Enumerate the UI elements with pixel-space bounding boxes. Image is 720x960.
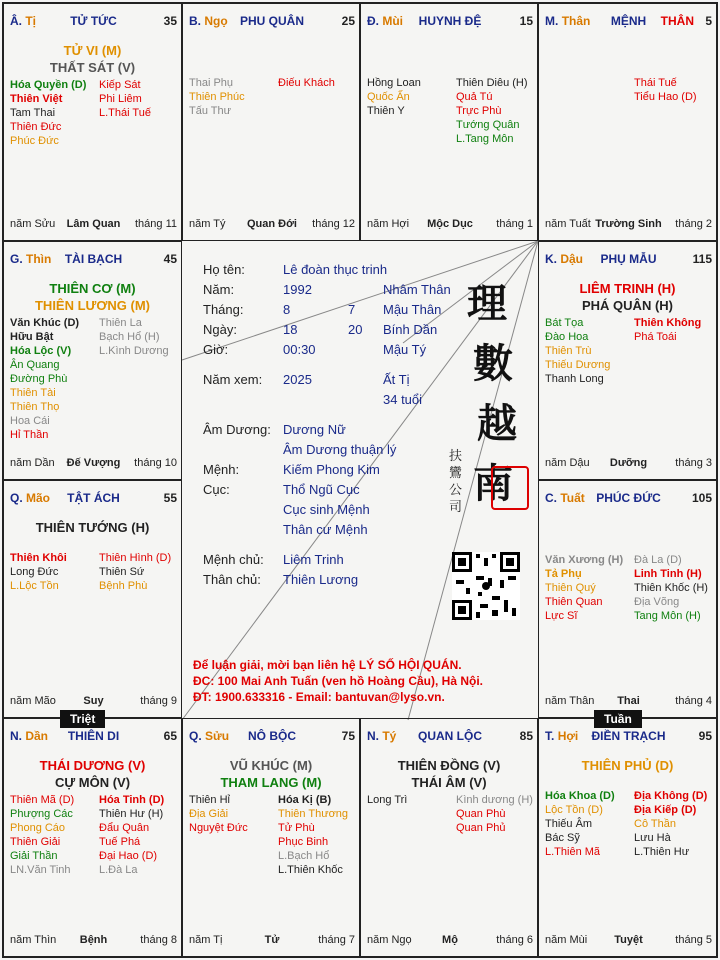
star-item: Cô Thần xyxy=(634,818,676,830)
star-item: Phá Toái xyxy=(634,331,677,343)
palace-header xyxy=(189,729,355,745)
palace-number: 75 xyxy=(341,729,355,743)
star-item: Thai Phụ xyxy=(189,77,234,89)
star-item: Đà La (D) xyxy=(634,554,682,566)
star-item: L.Tang Môn xyxy=(456,133,514,145)
star-item: Thiên La xyxy=(99,317,142,329)
footer-month: tháng 5 xyxy=(675,934,712,946)
seal-stamp xyxy=(491,466,529,510)
star-item: Địa Võng xyxy=(634,596,680,608)
palace-branch: B. Ngọ xyxy=(189,14,228,28)
star-item: Nguyệt Đức xyxy=(189,822,248,834)
than-marker: THÂN xyxy=(660,14,694,28)
star-item: Hoa Cái xyxy=(10,415,50,427)
contact-line-2: ĐC: 100 Mai Anh Tuấn (ven hồ Hoàng Cầu), Hà Nội. xyxy=(193,674,484,688)
main-star: THÁI ÂM (V) xyxy=(411,775,487,790)
star-item: LN.Văn Tinh xyxy=(10,864,71,876)
minor-stars xyxy=(10,316,177,451)
star-item: Hữu Bật xyxy=(10,331,54,343)
main-star: THIÊN CƠ (M) xyxy=(49,281,136,296)
palace-branch: Q. Mão xyxy=(10,491,51,505)
main-star: THIÊN PHỦ (D) xyxy=(581,758,674,773)
minor-stars xyxy=(10,793,177,928)
palace-name: MỆNH xyxy=(610,14,647,28)
palace-tuat xyxy=(538,480,717,718)
stars-left-column xyxy=(545,789,615,859)
star-item: Kiếp Sát xyxy=(99,79,141,91)
palace-number: 65 xyxy=(163,729,177,743)
palace-footer xyxy=(10,457,177,471)
star-item: Phi Liêm xyxy=(99,93,142,105)
triet-tag: Triệt xyxy=(60,710,105,728)
palace-number: 25 xyxy=(341,14,355,28)
star-item: Thái Tuế xyxy=(634,77,677,89)
minor-stars xyxy=(367,76,533,212)
palace-footer xyxy=(367,934,533,948)
star-item: Bát Tọa xyxy=(545,317,584,329)
menh-chu-row: Mệnh chủ: Liêm Trinh xyxy=(203,552,344,567)
month-row: Tháng: 8 7 Mậu Thân xyxy=(203,302,442,317)
tuan-tag: Tuần xyxy=(594,710,642,728)
palace-dau xyxy=(538,241,717,480)
main-star: THIÊN ĐỒNG (V) xyxy=(397,758,501,773)
day-solar: 18 xyxy=(283,322,298,337)
star-item: Hồng Loan xyxy=(367,77,421,89)
minor-stars xyxy=(545,553,712,689)
star-item: Tam Thai xyxy=(10,107,56,119)
main-star: THAM LANG (M) xyxy=(220,775,322,790)
name-value: Lê đoàn thục trinh xyxy=(283,262,388,277)
star-item: Thiên Khôi xyxy=(10,552,67,564)
palace-name: NÔ BỘC xyxy=(248,729,296,743)
star-item: L.Thiên Khốc xyxy=(278,864,343,876)
palace-branch: N. Dần xyxy=(10,729,49,743)
footer-stage: Suy xyxy=(83,695,104,707)
palace-mao xyxy=(3,480,182,718)
seal-char-1: 理 xyxy=(467,280,507,327)
hour-row: Giờ: 00:30 Mậu Tý xyxy=(203,342,427,357)
stars-right-column xyxy=(634,76,697,104)
footer-year: năm Mão xyxy=(10,695,56,707)
palace-number: 5 xyxy=(705,14,712,28)
stars-right-column xyxy=(456,793,533,835)
palace-header xyxy=(367,14,533,30)
year-row: Năm: 1992 Nhâm Thân xyxy=(203,282,451,297)
palace-ngo xyxy=(182,3,360,241)
month-can: Mậu Thân xyxy=(383,302,442,317)
palace-header xyxy=(10,252,177,268)
star-item: Tấu Thư xyxy=(189,105,232,117)
footer-stage: Thai xyxy=(617,695,640,707)
footer-month: tháng 12 xyxy=(312,218,355,230)
star-item: Kình dương (H) xyxy=(456,794,533,806)
stars-right-column xyxy=(634,789,707,859)
minor-stars xyxy=(10,551,177,689)
age-row xyxy=(203,392,503,408)
star-item: Giải Thần xyxy=(10,850,58,862)
palace-footer xyxy=(189,218,355,232)
seal-char-2: 數 xyxy=(473,340,513,387)
star-item: L.Thiên Hư xyxy=(634,846,690,858)
month-lunar: 7 xyxy=(348,302,356,317)
star-item: Phục Binh xyxy=(278,836,329,848)
star-item: L.Thiên Mã xyxy=(545,846,601,858)
year-value: 1992 xyxy=(283,282,312,297)
star-item: Phúc Đức xyxy=(10,135,59,147)
star-item: Hóa Lộc (V) xyxy=(10,345,72,357)
than-chu-row: Thân chủ: Thiên Lương xyxy=(203,572,359,587)
stars-left-column xyxy=(545,316,610,386)
stars-right-column xyxy=(278,793,348,877)
palace-name: ĐIỀN TRẠCH xyxy=(591,729,666,743)
palace-ty2 xyxy=(360,718,538,957)
palace-footer xyxy=(10,695,177,709)
view-year-can: Ất Tị xyxy=(383,372,410,387)
palace-branch: K. Dậu xyxy=(545,252,584,266)
qr-code-icon xyxy=(452,552,520,620)
menh-chu-value: Liêm Trinh xyxy=(283,552,344,567)
palace-footer xyxy=(545,457,712,471)
star-item: Đại Hao (D) xyxy=(99,850,158,862)
palace-footer xyxy=(10,934,177,948)
stars-left-column xyxy=(10,551,67,593)
day-can: Bính Dần xyxy=(383,322,438,337)
year-can: Nhâm Thân xyxy=(383,282,451,297)
star-item: Thiên Hỉ xyxy=(189,794,230,806)
main-star: THẤT SÁT (V) xyxy=(49,60,136,75)
palace-number: 85 xyxy=(519,729,533,743)
footer-month: tháng 10 xyxy=(134,457,177,469)
palace-header xyxy=(10,491,177,507)
month-solar: 8 xyxy=(283,302,291,317)
star-item: L.Kình Dương xyxy=(99,345,169,357)
star-item: Thiên Hình (D) xyxy=(99,552,172,564)
star-item: Đẩu Quân xyxy=(99,822,150,834)
palace-branch: Đ. Mùi xyxy=(367,14,404,28)
minor-stars xyxy=(545,316,712,451)
palace-header xyxy=(189,14,355,30)
star-item: Đào Hoa xyxy=(545,331,589,343)
footer-year: năm Tị xyxy=(189,934,223,946)
palace-than xyxy=(538,3,717,241)
palace-header xyxy=(545,14,712,30)
stars-left-column xyxy=(189,76,245,118)
seal-char-4: 南 xyxy=(473,460,513,507)
stars-right-column xyxy=(99,316,169,358)
footer-stage: Đế Vượng xyxy=(66,457,121,469)
palace-footer xyxy=(545,218,712,232)
star-item: Địa Không (D) xyxy=(634,790,708,802)
minor-stars xyxy=(545,76,712,212)
star-item: Linh Tinh (H) xyxy=(634,568,702,580)
main-star: THÁI DƯƠNG (V) xyxy=(39,758,146,773)
star-item: Ân Quang xyxy=(10,359,60,371)
footer-stage: Mộ xyxy=(442,934,458,946)
star-item: Thiên Khốc (H) xyxy=(634,582,708,594)
palace-number: 35 xyxy=(163,14,177,28)
menh-value: Kiếm Phong Kim xyxy=(283,462,380,477)
star-item: Quả Tú xyxy=(456,91,493,103)
palace-name: TÀI BẠCH xyxy=(64,252,123,266)
palace-hoi xyxy=(538,718,717,957)
star-item: Phong Cáo xyxy=(10,822,66,834)
stars-right-column xyxy=(99,78,151,120)
star-item: Quan Phù xyxy=(456,808,506,820)
palace-header xyxy=(545,729,712,745)
view-year-value: 2025 xyxy=(283,372,312,387)
minor-stars xyxy=(545,789,712,928)
palace-header xyxy=(367,729,533,745)
star-item: Long Đức xyxy=(10,566,59,578)
star-item: Thiên Mã (D) xyxy=(10,794,75,806)
footer-stage: Tuyệt xyxy=(614,934,643,946)
palace-name: PHỤ MẪU xyxy=(600,252,657,266)
star-item: Bệnh Phù xyxy=(99,580,148,592)
palace-branch: N. Tý xyxy=(367,729,397,743)
palace-number: 105 xyxy=(691,491,712,505)
footer-year: năm Sửu xyxy=(10,218,56,230)
palace-thin xyxy=(3,241,182,480)
star-item: Điếu Khách xyxy=(278,77,335,89)
footer-year: năm Tý xyxy=(189,218,226,230)
main-star: THIÊN TƯỚNG (H) xyxy=(35,520,150,535)
star-item: Hóa Tinh (D) xyxy=(99,794,165,806)
star-item: Tang Môn (H) xyxy=(634,610,701,622)
star-item: Tử Phù xyxy=(278,822,315,834)
stars-right-column xyxy=(634,553,708,623)
star-item: L.Bạch Hổ xyxy=(278,850,330,862)
palace-name: QUAN LỘC xyxy=(418,729,482,743)
main-star: THIÊN LƯƠNG (M) xyxy=(34,298,151,313)
footer-month: tháng 6 xyxy=(496,934,533,946)
palace-name: HUYNH ĐỆ xyxy=(418,14,482,28)
palace-footer xyxy=(10,218,177,232)
star-item: Tướng Quân xyxy=(456,119,520,131)
main-star: TỬ VI (M) xyxy=(63,43,122,58)
amduong-value: Dương Nữ xyxy=(283,422,346,437)
stars-right-column xyxy=(634,316,701,344)
star-item: Thiên Phúc xyxy=(189,91,245,103)
contact-line-3: ĐT: 1900.633316 - Email: bantuvan@lyso.vn. xyxy=(193,690,445,704)
palace-footer xyxy=(545,695,712,709)
stars-right-column xyxy=(456,76,528,146)
palace-footer xyxy=(367,218,533,232)
footer-year: năm Tuất xyxy=(545,218,591,230)
menh-row: Mệnh: Kiếm Phong Kim xyxy=(203,462,380,477)
star-item: Thiên Đức xyxy=(10,121,62,133)
palace-dan xyxy=(3,718,182,957)
minor-stars xyxy=(367,793,533,928)
palace-footer xyxy=(189,934,355,948)
amduong-row: Âm Dương: Dương Nữ Âm Dương thuận lý xyxy=(203,422,397,457)
star-item: Lưu Hà xyxy=(634,832,671,844)
star-item: Thiên Tài xyxy=(10,387,56,399)
star-item: Hóa Khoa (D) xyxy=(545,790,615,802)
main-star: VŨ KHÚC (M) xyxy=(229,758,313,773)
star-item: Lộc Tồn (D) xyxy=(545,804,603,816)
footer-stage: Lâm Quan xyxy=(66,218,121,230)
footer-month: tháng 4 xyxy=(675,695,712,707)
footer-year: năm Mùi xyxy=(545,934,588,946)
footer-stage: Bệnh xyxy=(79,934,108,946)
palace-name: TẬT ÁCH xyxy=(67,491,120,505)
star-item: Phượng Các xyxy=(10,808,73,820)
seal-small-text: 扶鸞公司 xyxy=(449,449,463,515)
star-item: Thiếu Âm xyxy=(545,818,593,830)
footer-month: tháng 8 xyxy=(140,934,177,946)
star-item: Địa Kiếp (D) xyxy=(634,804,697,816)
footer-stage: Trường Sinh xyxy=(595,218,662,230)
palace-number: 55 xyxy=(163,491,177,505)
age-value: 34 tuổi xyxy=(383,392,423,407)
name-row: Họ tên: Lê đoàn thục trinh xyxy=(203,262,388,277)
star-item: L.Thái Tuế xyxy=(99,107,151,119)
minor-stars xyxy=(189,76,355,212)
star-item: Thiên Quý xyxy=(545,582,596,594)
star-item: Thiên Giải xyxy=(10,836,61,848)
footer-year: năm Thìn xyxy=(10,934,57,946)
star-item: L.Đà La xyxy=(99,864,138,876)
palace-number: 15 xyxy=(519,14,533,28)
footer-year: năm Dần xyxy=(10,457,55,469)
stars-right-column xyxy=(99,551,171,593)
star-item: Tả Phụ xyxy=(545,568,582,580)
footer-year: năm Ngọ xyxy=(367,934,412,946)
palace-number: 95 xyxy=(698,729,712,743)
footer-year: năm Dậu xyxy=(545,457,590,469)
stars-left-column xyxy=(189,793,248,835)
star-item: Văn Xương (H) xyxy=(545,554,624,566)
star-item: L.Lộc Tồn xyxy=(10,580,59,592)
star-item: Thiên Trù xyxy=(545,345,592,357)
minor-stars xyxy=(10,78,177,212)
than-chu-value: Thiên Lương xyxy=(283,572,359,587)
footer-month: tháng 3 xyxy=(675,457,712,469)
stars-left-column xyxy=(367,793,407,807)
palace-header xyxy=(545,252,712,268)
day-lunar: 20 xyxy=(348,322,363,337)
palace-branch: G. Thìn xyxy=(10,252,52,266)
footer-year: năm Thân xyxy=(545,695,595,707)
stars-left-column xyxy=(10,78,86,148)
star-item: Quốc Ấn xyxy=(367,91,410,103)
stars-right-column xyxy=(99,793,164,877)
footer-stage: Tử xyxy=(264,934,280,946)
star-item: Thiên Quan xyxy=(545,596,603,608)
minor-stars xyxy=(189,793,355,928)
star-item: Tiểu Hao (D) xyxy=(634,91,697,103)
star-item: Thiếu Dương xyxy=(545,359,611,371)
palace-ty xyxy=(3,3,182,241)
amduong-relation: Âm Dương thuận lý xyxy=(283,442,397,457)
stars-left-column xyxy=(10,316,79,442)
cuc-value: Thổ Ngũ Cục xyxy=(283,482,360,497)
star-item: Hỉ Thần xyxy=(10,429,49,441)
footer-stage: Quan Đới xyxy=(247,218,297,230)
palace-name: PHÚC ĐỨC xyxy=(596,491,661,505)
main-star: CỰ MÔN (V) xyxy=(54,775,131,790)
palace-name: PHU QUÂN xyxy=(239,14,304,28)
footer-month: tháng 7 xyxy=(318,934,355,946)
star-item: Văn Khúc (D) xyxy=(10,317,80,329)
day-row: Ngày: 18 20 Bính Dần xyxy=(203,322,438,337)
palace-suu xyxy=(182,718,360,957)
star-item: Quan Phủ xyxy=(456,822,506,834)
star-item: Bác Sỹ xyxy=(545,832,580,844)
palace-name: THIÊN DI xyxy=(67,729,120,743)
palace-branch: Q. Sửu xyxy=(189,729,230,743)
star-item: Trực Phù xyxy=(456,105,502,117)
star-item: Hóa Quyền (D) xyxy=(10,79,87,91)
hour-can: Mậu Tý xyxy=(383,342,427,357)
cuc-relation: Cục sinh Mệnh xyxy=(283,502,370,517)
star-item: Đường Phù xyxy=(10,373,68,385)
main-star: LIÊM TRINH (H) xyxy=(579,281,676,296)
footer-month: tháng 1 xyxy=(496,218,533,230)
star-item: Thiên Diêu (H) xyxy=(456,77,528,89)
footer-month: tháng 2 xyxy=(675,218,712,230)
palace-footer xyxy=(545,934,712,948)
star-item: Lực Sĩ xyxy=(545,610,578,622)
view-year-row: Năm xem: 2025 Ất Tị xyxy=(203,372,410,387)
stars-left-column xyxy=(367,76,421,118)
footer-stage: Dưỡng xyxy=(609,457,648,469)
star-item: Thiên Thương xyxy=(278,808,349,820)
palace-branch: C. Tuất xyxy=(545,491,585,505)
cuc-row: Cục: Thổ Ngũ Cục Cục sinh Mệnh Thân cư Mệnh xyxy=(203,482,370,537)
footer-year: năm Hợi xyxy=(367,218,410,230)
footer-month: tháng 9 xyxy=(140,695,177,707)
star-item: Thiên Việt xyxy=(10,93,63,105)
palace-name: TỬ TỨC xyxy=(70,14,117,28)
star-item: Thiên Không xyxy=(634,317,702,329)
star-item: Thiên Y xyxy=(367,105,405,117)
palace-mui xyxy=(360,3,538,241)
palace-header xyxy=(10,729,177,745)
star-item: Thiên Thọ xyxy=(10,401,60,413)
star-item: Thiên Sứ xyxy=(99,566,145,578)
star-item: Long Trì xyxy=(367,794,408,806)
star-item: Thanh Long xyxy=(545,373,604,385)
star-item: Bạch Hổ (H) xyxy=(99,331,160,343)
palace-number: 45 xyxy=(163,252,177,266)
palace-header xyxy=(545,491,712,507)
star-item: Tuế Phá xyxy=(99,836,141,848)
star-item: Thiên Hư (H) xyxy=(99,808,164,820)
palace-branch: T. Hợi xyxy=(545,729,579,743)
palace-branch: Â. Tị xyxy=(10,14,37,28)
center-info-panel xyxy=(181,240,537,717)
palace-header xyxy=(10,14,177,30)
star-item: Địa Giải xyxy=(189,808,229,820)
than-position: Thân cư Mệnh xyxy=(283,522,368,537)
palace-branch: M. Thân xyxy=(545,14,591,28)
footer-stage: Mộc Dục xyxy=(427,218,473,230)
star-item: Hóa Kị (B) xyxy=(278,794,332,806)
seal-char-3: 越 xyxy=(477,400,517,447)
contact-line-1: Để luận giải, mời bạn liên hệ LÝ SỐ HỘI QUÁN. xyxy=(193,658,462,672)
stars-left-column xyxy=(545,553,623,623)
footer-month: tháng 11 xyxy=(134,218,177,230)
stars-right-column xyxy=(278,76,335,90)
main-star: PHÁ QUÂN (H) xyxy=(582,298,673,313)
stars-left-column xyxy=(10,793,74,877)
hour-value: 00:30 xyxy=(283,342,316,357)
palace-number: 115 xyxy=(692,252,712,266)
